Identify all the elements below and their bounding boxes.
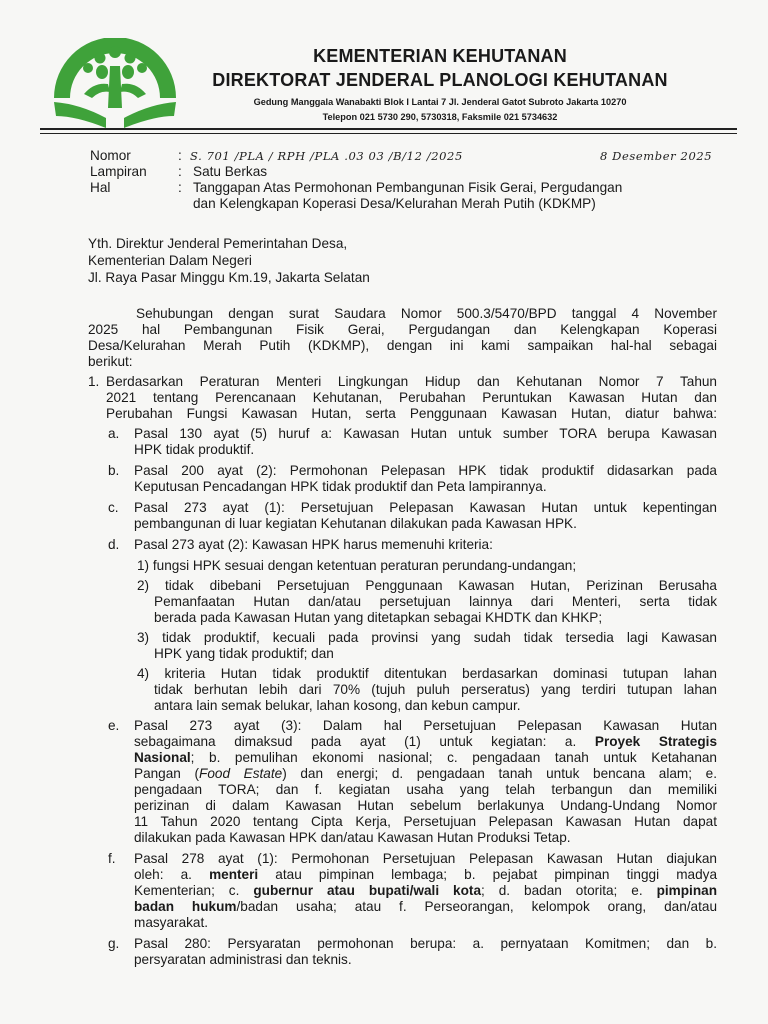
office-address: Gedung Manggala Wanabakti Blok I Lantai 7 Jl. Jenderal Gatot Subroto Jakarta 10270 (253, 97, 627, 107)
item-line: Pasal 273 ayat (3): Dalam hal Persetujuan Pelepasan Kawasan Hutan (134, 718, 717, 733)
item-line: pengadaan TORA; dan f. kegiatan usaha yang telah terbangun dan memiliki (134, 782, 717, 797)
item-line: perizinan di dalam Kawasan Hutan sebelum berlakunya Undang-Undang Nomor (134, 798, 717, 813)
lampiran-label: Lampiran (90, 164, 147, 179)
sub-item: berada pada Kawasan Hutan yang ditetapkan sebagai KHDTK dan KHKP; (154, 610, 603, 625)
ministry-logo (50, 38, 180, 130)
directorate-name: DIREKTORAT JENDERAL PLANOLOGI KEHUTANAN (212, 70, 668, 90)
item-line: 11 Tahun 2020 tentang Cipta Kerja, Persetujuan Pelepasan Kawasan Hutan dapat (134, 814, 717, 829)
point-line: Berdasarkan Peraturan Menteri Lingkungan Hidup dan Kehutanan Nomor 7 Tahun (106, 374, 717, 389)
sub-item: 3) tidak produktif, kecuali pada provinsi yang sudah tidak tersedia lagi Kawasan (137, 630, 717, 645)
ministry-name: KEMENTERIAN KEHUTANAN (313, 46, 567, 66)
colon: : (178, 180, 182, 195)
item-letter: c. (108, 500, 119, 515)
item-line: badan hukum/badan usaha; atau f. Perseorangan, kelompok orang, dan/atau (134, 899, 718, 914)
item-line: Pasal 278 ayat (1): Permohonan Persetujuan Pelepasan Kawasan Hutan diajukan (134, 851, 717, 866)
item-line: HPK tidak produktif. (134, 442, 255, 457)
recipient-line: Jl. Raya Pasar Minggu Km.19, Jakarta Selatan (88, 270, 370, 285)
item-line: persyaratan administrasi dan teknis. (134, 952, 352, 967)
item-letter: b. (108, 463, 120, 478)
intro-line: 2025 hal Pembangunan Fisik Gerai, Pergudangan dan Kelengkapan Koperasi (88, 322, 717, 337)
item-line: Nasional; b. pemulihan ekonomi nasional; c. pengadaan tanah untuk Ketahanan (134, 750, 717, 765)
item-line: Pangan (Food Estate) dan energi; d. pengadaan tanah untuk bencana alam; e. (134, 766, 717, 781)
hal-label: Hal (90, 180, 111, 195)
intro-line: Desa/Kelurahan Merah Putih (KDKMP), dengan ini kami sampaikan hal-hal sebagai (88, 338, 717, 353)
item-letter: f. (108, 851, 116, 866)
sub-item: antara lain semak belukar, lahan kosong, dan kebun campur. (154, 698, 521, 713)
header-rule-thin (40, 133, 737, 134)
lampiran-value: Satu Berkas (193, 164, 268, 179)
colon: : (178, 148, 182, 163)
item-line: sebagaimana dimaksud pada ayat (1) untuk kegiatan: a. Proyek Strategis (134, 734, 717, 749)
item-letter: a. (108, 426, 120, 441)
sub-item: 4) kriteria Hutan tidak produktif ditentukan berdasarkan dominasi tutupan lahan (137, 666, 717, 681)
nomor-label: Nomor (90, 148, 131, 163)
item-line: Pasal 200 ayat (2): Permohonan Pelepasan HPK tidak produktif didasarkan pada (134, 463, 717, 478)
sub-item: 2) tidak dibebani Persetujuan Penggunaan Kawasan Hutan, Perizinan Berusaha (137, 578, 717, 593)
point-line: 2021 tentang Perencanaan Kehutanan, Perubahan Peruntukan Kawasan Hutan dan (106, 390, 717, 405)
item-line: Kementerian; c. gubernur atau bupati/wali kota; d. badan otorita; e. pimpinan (134, 883, 717, 898)
item-line: masyarakat. (134, 915, 209, 930)
sub-item: tidak berhutan lebih dari 70% (tujuh puluh perseratus) yang terdiri tutupan lahan (154, 682, 717, 697)
letter-date: 8 Desember 2025 (600, 149, 713, 163)
hal-line: Tanggapan Atas Permohonan Pembangunan Fisik Gerai, Pergudangan (193, 180, 623, 195)
sub-item: Pemanfaatan Hutan dan/atau persetujuan lainnya dari Menteri, serta tidak (154, 594, 717, 609)
item-line: Pasal 273 ayat (1): Persetujuan Pelepasan Kawasan Hutan untuk kepentingan (134, 500, 717, 515)
sub-item: HPK yang tidak produktif; dan (154, 646, 334, 661)
item-line: dilakukan pada Kawasan HPK dan/atau Kawasan Hutan Produksi Tetap. (134, 830, 571, 845)
item-line: oleh: a. menteri atau pimpinan lembaga; b. pejabat pimpinan tinggi madya (134, 867, 718, 882)
item-line: Pasal 280: Persyaratan permohonan berupa: a. pernyataan Komitmen; dan b. (134, 936, 717, 951)
logo-emblem (54, 38, 176, 128)
sub-item: 1) fungsi HPK sesuai dengan ketentuan peraturan perundang-undangan; (137, 558, 577, 573)
recipient-line: Yth. Direktur Jenderal Pemerintahan Desa, (88, 236, 348, 251)
item-line: Pasal 273 ayat (2): Kawasan HPK harus memenuhi kriteria: (134, 537, 493, 552)
colon: : (178, 164, 182, 179)
item-line: Pasal 130 ayat (5) huruf a: Kawasan Hutan untuk sumber TORA berupa Kawasan (134, 426, 717, 441)
point-line: Perubahan Fungsi Kawasan Hutan, serta Penggunaan Kawasan Hutan, diatur bahwa: (106, 406, 717, 421)
header-rule-thick (40, 128, 737, 130)
item-line: Keputusan Pencadangan HPK tidak produktif dan Peta lampirannya. (134, 479, 547, 494)
recipient-line: Kementerian Dalam Negeri (88, 253, 252, 268)
item-letter: e. (108, 718, 120, 733)
office-phone: Telepon 021 5730 290, 5730318, Faksmile 021 5734632 (322, 112, 558, 122)
point-number: 1. (88, 374, 100, 389)
intro-line: Sehubungan dengan surat Saudara Nomor 500.3/5470/BPD tanggal 4 November (136, 306, 717, 321)
item-line: pembangunan di luar kegiatan Kehutanan dilakukan pada Kawasan HPK. (134, 516, 577, 531)
intro-line: berikut: (88, 354, 133, 369)
hal-line: dan Kelengkapan Koperasi Desa/Kelurahan Merah Putih (KDKMP) (193, 196, 596, 211)
nomor-value: S. 701 /PLA / RPH /PLA .03 03 /B/12 /2025 (190, 149, 463, 163)
item-letter: g. (108, 936, 120, 951)
item-letter: d. (108, 537, 120, 552)
